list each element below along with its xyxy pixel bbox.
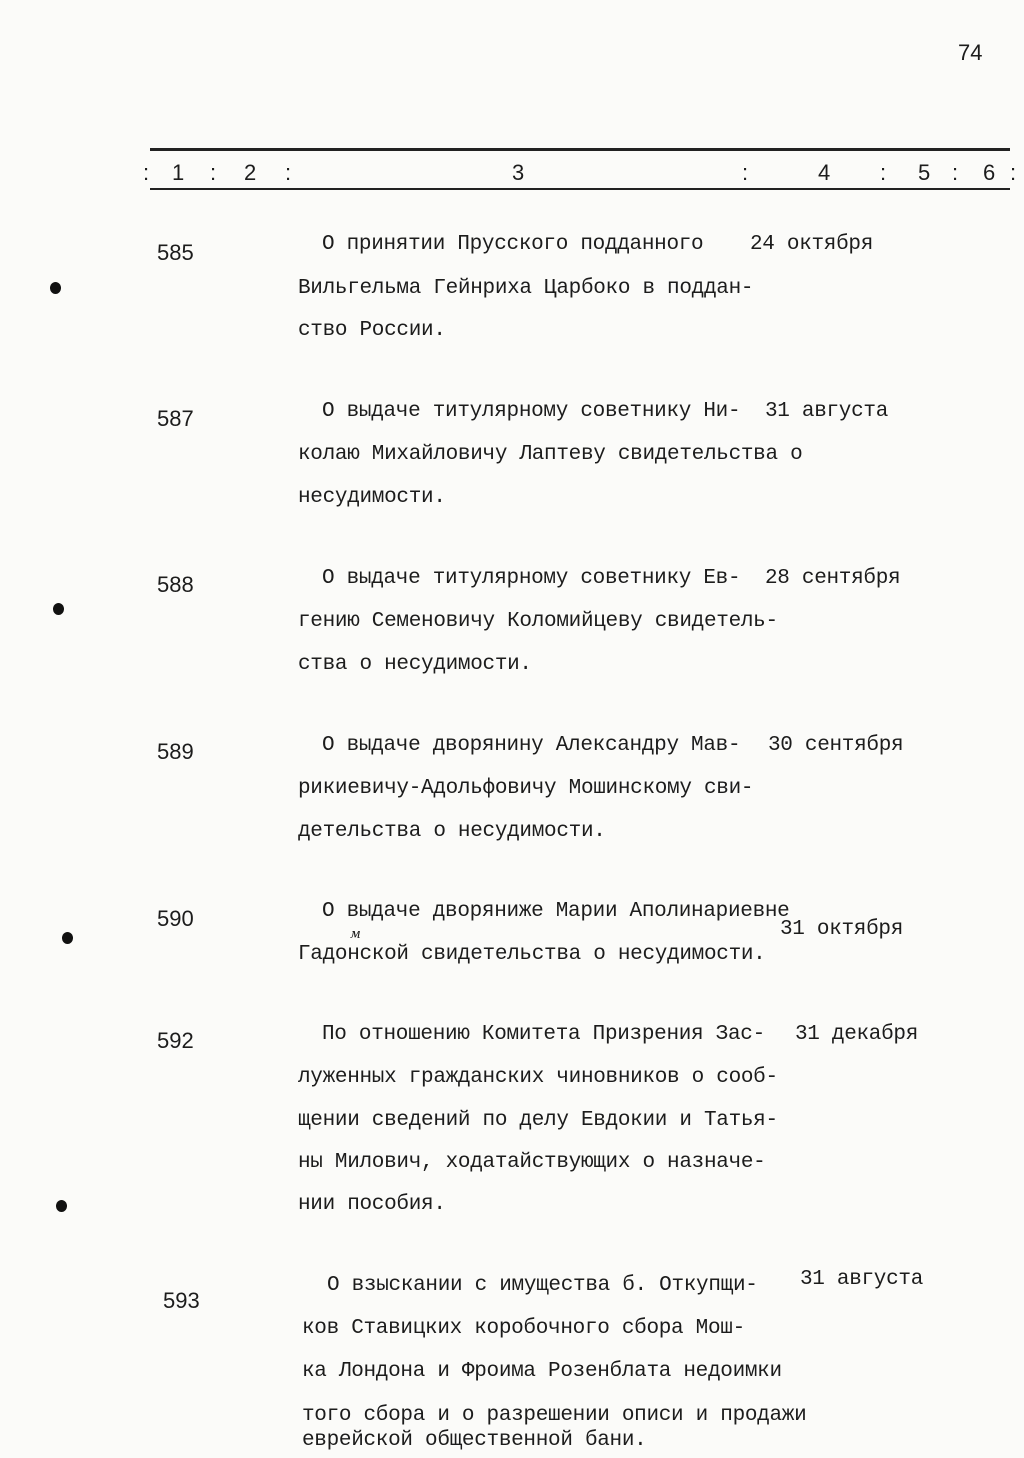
binding-hole-mark (62, 932, 73, 944)
entry-text-line: ство России. (298, 319, 446, 342)
entry-number: 590 (157, 906, 194, 931)
header-top-rule (150, 148, 1010, 151)
entry-number: 593 (163, 1288, 200, 1313)
entry-number: 587 (157, 406, 194, 431)
entry-date: 24 октября (750, 233, 874, 256)
entry-text-line: О взыскании с имущества б. Откупщи- (327, 1274, 758, 1297)
header-bottom-rule (150, 188, 1010, 190)
entry-number: 585 (157, 240, 194, 265)
entry-text-line: О выдаче титулярному советнику Ни- (322, 400, 741, 423)
entry-text-line: Вильгельма Гейнриха Царбоко в поддан- (298, 277, 754, 300)
entry-date: 30 сентября (768, 734, 904, 757)
entry-text-line: несудимости. (298, 486, 446, 509)
entry-text-line: ков Ставицких коробочного сбора Мош- (302, 1317, 745, 1340)
entry-text-line: колаю Михайловичу Лаптеву свидетельства о (298, 443, 803, 466)
col-sep: : (880, 160, 887, 185)
entry-text-line: ка Лондона и Фроима Розенблата недоимки (302, 1360, 782, 1383)
entry-date: 28 сентября (765, 567, 901, 590)
entry-text-line: того сбора и о разрешении описи и продажи (302, 1404, 807, 1427)
entry-number: 592 (157, 1028, 194, 1053)
entry-text-line: О выдаче дворянину Александру Мав- (322, 734, 741, 757)
entry-text-line: По отношению Комитета Призрения Зас- (322, 1023, 765, 1046)
column-1-header: 1 (172, 160, 185, 185)
entry-text-line: Гадонской свидетельства о несудимости. (298, 943, 766, 966)
binding-hole-mark (56, 1200, 67, 1212)
entry-text-line: рикиевичу-Адольфовичу Мошинскому сви- (298, 777, 754, 800)
column-2-header: 2 (244, 160, 257, 185)
binding-hole-mark (53, 603, 64, 615)
entry-number: 589 (157, 739, 194, 764)
entry-text-line: О выдаче дворяниже Марии Аполинариевне (322, 900, 790, 923)
handwritten-correction: м (350, 927, 361, 942)
entry-date: 31 декабря (795, 1023, 919, 1046)
col-sep: : (143, 160, 150, 185)
column-5-header: 5 (918, 160, 931, 185)
page-number: 74 (958, 40, 983, 65)
entry-text-line: еврейской общественной бани. (302, 1429, 647, 1452)
col-sep: : (742, 160, 749, 185)
entry-text-line: щении сведений по делу Евдокии и Татья- (298, 1109, 778, 1132)
entry-text-line: О выдаче титулярному советнику Ев- (322, 567, 741, 590)
entry-text-line: детельства о несудимости. (298, 820, 606, 843)
entry-date: 31 августа (765, 400, 889, 423)
column-3-header: 3 (512, 160, 525, 185)
entry-text-line: О принятии Прусского подданного (322, 233, 704, 256)
column-4-header: 4 (818, 160, 831, 185)
entry-text-line: гению Семеновичу Коломийцеву свидетель- (298, 610, 778, 633)
col-sep: : (952, 160, 959, 185)
entry-date: 31 октября (780, 918, 904, 941)
entry-text-line: ны Милович, ходатайствующих о назначе- (298, 1151, 766, 1174)
entry-text-line: нии пособия. (298, 1193, 446, 1216)
entry-text-line: луженных гражданских чиновников о сооб- (298, 1066, 778, 1089)
col-sep: : (285, 160, 292, 185)
col-sep: : (1010, 160, 1017, 185)
entry-text-line: ства о несудимости. (298, 653, 532, 676)
col-sep: : (210, 160, 217, 185)
entry-number: 588 (157, 572, 194, 597)
entry-date: 31 августа (800, 1268, 924, 1291)
column-6-header: 6 (983, 160, 996, 185)
binding-hole-mark (50, 282, 61, 294)
